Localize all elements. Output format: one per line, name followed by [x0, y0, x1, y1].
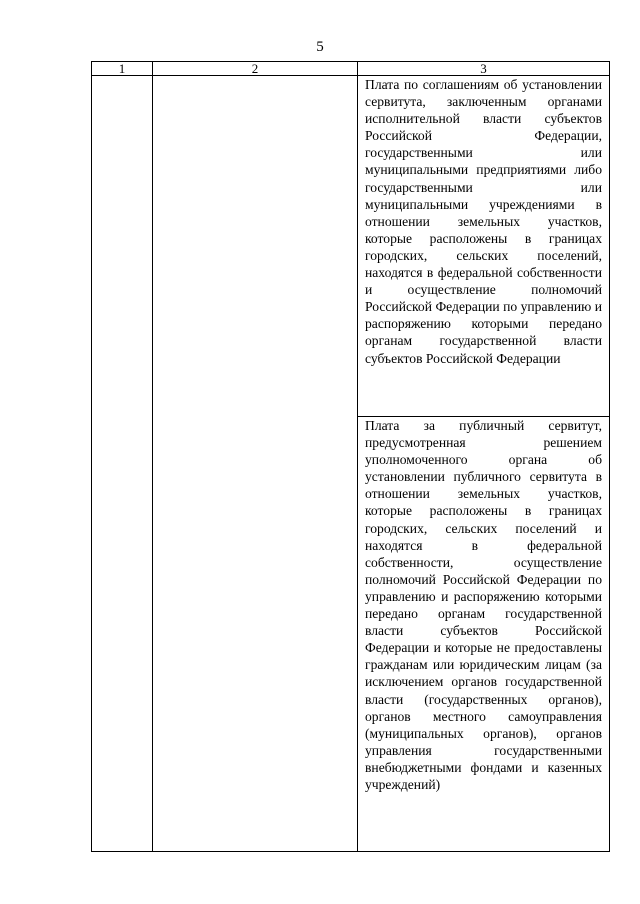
table-cell-payment-public-servitude: Плата за публичный сервитут, предусмотренная решением уполномоченного органа об установлении публичного сервитута в отношении земельных участков, которые расположены в границах городских, сельских поселений и находятся в федеральной собственности, осуществление полномочий Российской Федерации по управлению и распоряжению которыми передано органам государственной власти субъектов Российской Федерации и которые не предоставлены гражданам или юридическим лицам (за исключением органов государственной власти (государственных органов), органов местного самоуправления (муниципальных органов), органов управления государственными внебюджетными фондами и казенных учреждений): [358, 417, 610, 852]
table-cell-col1: [92, 76, 153, 852]
column-header-2: 2: [153, 62, 358, 76]
document-table: [91, 61, 610, 852]
page-number: 5: [316, 39, 324, 55]
table-cell-col2: [153, 76, 358, 852]
table-header-row: [92, 62, 610, 76]
table-cell-payment-servitude-agreements: Плата по соглашениям об установлении сервитута, заключенным органами исполнительной власти субъектов Российской Федерации, государственными или муниципальными предприятиями либо государственными или муниципальными учреждениями в отношении земельных участков, которые расположены в границах городских, сельских поселений, находятся в федеральной собственности и осуществление полномочий Российской Федерации по управлению и распоряжению которыми передано органам государственной власти субъектов Российской Федерации: [358, 76, 610, 417]
column-header-3: 3: [358, 62, 610, 76]
column-header-1: 1: [92, 62, 153, 76]
table-row: [92, 76, 610, 417]
